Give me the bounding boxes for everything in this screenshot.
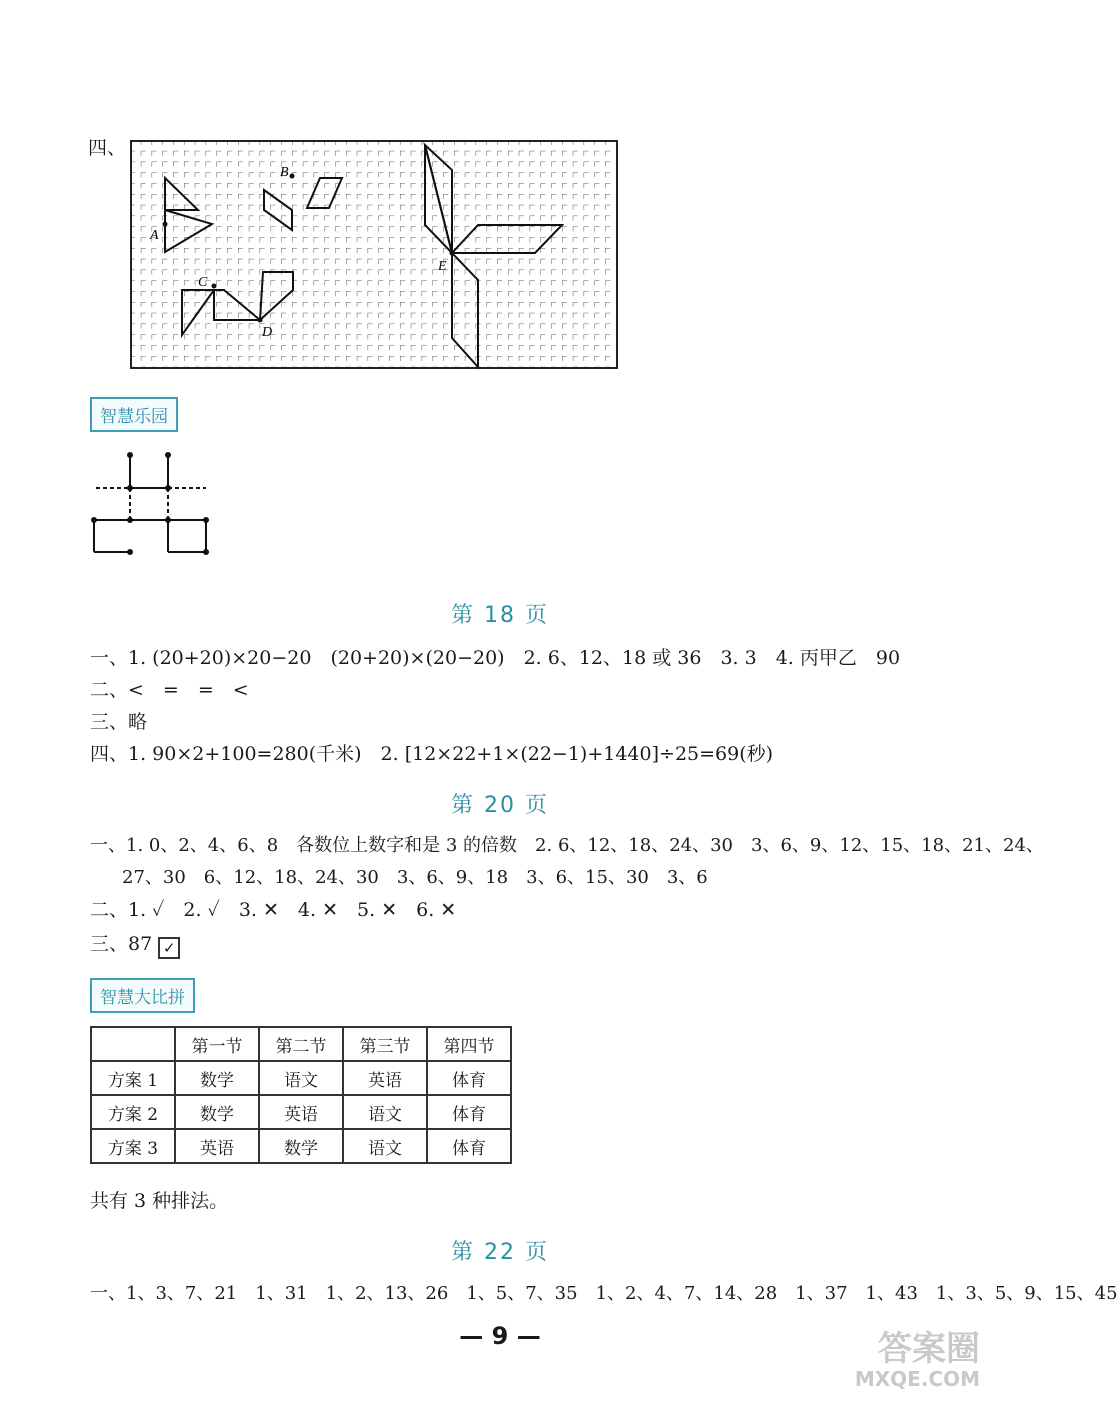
puzzle-tag: 智慧乐园 xyxy=(90,397,178,432)
table-cell: 语文 xyxy=(343,1095,427,1129)
point-e-label: E xyxy=(438,259,447,274)
table-cell: 方案 3 xyxy=(91,1129,175,1163)
point-c-label: C xyxy=(198,275,208,290)
table-cell: 体育 xyxy=(427,1129,511,1163)
table-header-cell: 第四节 xyxy=(427,1027,511,1061)
table-cell: 语文 xyxy=(343,1129,427,1163)
table-cell: 方案 1 xyxy=(91,1061,175,1095)
table-header-cell: 第二节 xyxy=(259,1027,343,1061)
point-d xyxy=(258,318,263,323)
check-box: ✓ xyxy=(158,937,180,959)
table-cell: 语文 xyxy=(259,1061,343,1095)
contest-tag: 智慧大比拼 xyxy=(90,978,195,1013)
schedule-table xyxy=(90,1026,512,1164)
point-e xyxy=(450,251,455,256)
table-cell: 方案 2 xyxy=(91,1095,175,1129)
page-number: — 9 — xyxy=(459,1322,541,1350)
watermark-logo: 答案圈 xyxy=(878,1329,980,1369)
table-cell: 体育 xyxy=(427,1095,511,1129)
heading-p18: 第 18 页 xyxy=(451,603,549,628)
point-c xyxy=(212,284,217,289)
table-cell: 英语 xyxy=(175,1129,259,1163)
heading-p22: 第 22 页 xyxy=(451,1240,549,1265)
p18-line2: 二、< = = < xyxy=(90,679,249,701)
section-label: 四、 xyxy=(88,137,127,159)
p20-line3: 二、1. ✓ 2. ✓ 3. ✕ 4. ✕ 5. ✕ 6. ✕ xyxy=(90,899,457,921)
p20-line2: 27、30 6、12、18、24、30 3、6、9、18 3、6、15、30 3、6 xyxy=(122,867,708,888)
table-cell: 体育 xyxy=(427,1061,511,1095)
point-a-label: A xyxy=(150,228,159,243)
matchstick-puzzle xyxy=(88,450,218,560)
p18-line3: 三、略 xyxy=(90,711,148,733)
table-cell: 英语 xyxy=(343,1061,427,1095)
table-row xyxy=(91,1061,511,1095)
point-d-label: D xyxy=(262,325,273,340)
watermark xyxy=(855,1330,980,1390)
table-header-cell: 第三节 xyxy=(343,1027,427,1061)
table-cell: 数学 xyxy=(175,1061,259,1095)
grid-figure xyxy=(130,140,620,372)
table-cell: 英语 xyxy=(259,1095,343,1129)
p20-line4 xyxy=(90,931,180,959)
p20-conclusion: 共有 3 种排法。 xyxy=(90,1190,229,1212)
table-cell: 数学 xyxy=(175,1095,259,1129)
table-header-cell xyxy=(91,1027,175,1061)
watermark-url: MXQE.COM xyxy=(854,1367,980,1391)
p20-line4-text: 三、87 xyxy=(90,933,153,955)
table-row xyxy=(91,1095,511,1129)
table-header-cell: 第一节 xyxy=(175,1027,259,1061)
point-b xyxy=(290,174,295,179)
point-b-label: B xyxy=(280,165,289,180)
table-cell: 数学 xyxy=(259,1129,343,1163)
table-row xyxy=(91,1129,511,1163)
heading-p20: 第 20 页 xyxy=(451,793,549,818)
table-header-row xyxy=(91,1027,511,1061)
point-a xyxy=(163,222,168,227)
grid-frame xyxy=(131,141,617,368)
p22-line1: 一、1、3、7、21 1、31 1、2、13、26 1、5、7、35 1、2、4、7、14、28 1、37 1、43 1、3、5、9、15、45 xyxy=(90,1283,1118,1304)
p18-line1: 一、1. (20+20)×20−20 (20+20)×(20−20) 2. 6、12、18 或 36 3. 3 4. 丙甲乙 90 xyxy=(90,647,901,669)
p20-line1: 一、1. 0、2、4、6、8 各数位上数字和是 3 的倍数 2. 6、12、18、24、30 3、6、9、12、15、18、21、24、 xyxy=(90,835,1044,856)
p18-line4: 四、1. 90×2+100=280(千米) 2. [12×22+1×(22−1)+1440]÷25=69(秒) xyxy=(90,743,774,765)
